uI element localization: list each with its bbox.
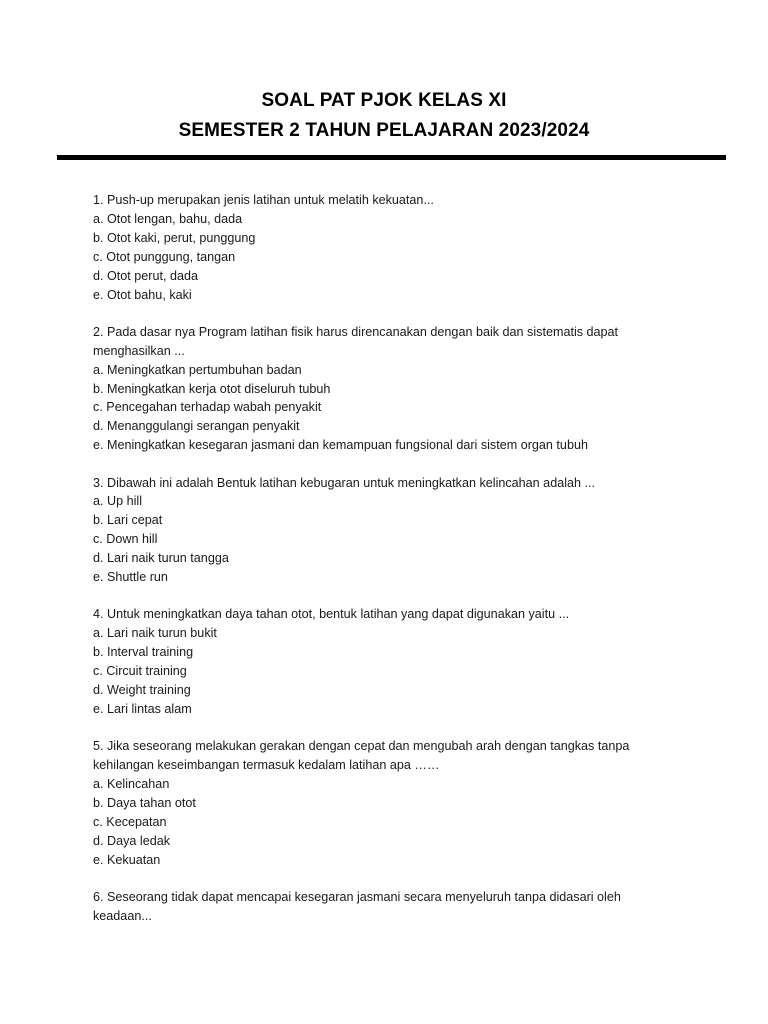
question-text: 1. Push-up merupakan jenis latihan untuk melatih kekuatan... (93, 193, 434, 207)
answer-option: c. Down hill (93, 532, 158, 547)
question-item (93, 323, 653, 455)
answer-option: b. Interval training (93, 645, 194, 660)
answer-option: e. Kekuatan (93, 852, 161, 867)
answer-option: c. Kecepatan (93, 814, 167, 829)
answer-option: a. Meningkatkan pertumbuhan badan (93, 362, 302, 377)
question-text: 3. Dibawah ini adalah Bentuk latihan kebugaran untuk meningkatkan kelincahan adalah ... (93, 475, 595, 490)
answer-option: d. Daya ledak (93, 833, 171, 848)
answer-option: e. Shuttle run (93, 570, 168, 585)
question-item (93, 474, 653, 587)
answer-option: a. Lari naik turun bukit (93, 626, 217, 641)
document-subtitle: SEMESTER 2 TAHUN PELAJARAN 2023/2024 (178, 120, 590, 141)
question-list (93, 191, 653, 944)
answer-option: a. Kelincahan (93, 777, 170, 792)
document-title: SOAL PAT PJOK KELAS XI (261, 90, 507, 111)
answer-option: d. Weight training (93, 683, 191, 698)
answer-option: a. Up hill (93, 494, 142, 509)
answer-option: d. Otot perut, dada (93, 268, 199, 283)
answer-option: c. Pencegahan terhadap wabah penyakit (93, 400, 322, 415)
header-divider (57, 155, 726, 160)
question-item (93, 605, 653, 718)
answer-option: d. Menanggulangi serangan penyakit (93, 419, 300, 434)
question-text: 2. Pada dasar nya Program latihan fisik harus direncanakan dengan baik dan sistematis dapat menghasilkan ... (93, 324, 619, 358)
question-text: 4. Untuk meningkatkan daya tahan otot, bentuk latihan yang dapat digunakan yaitu ... (93, 607, 570, 622)
answer-option: a. Otot lengan, bahu, dada (93, 211, 243, 226)
answer-option: c. Circuit training (93, 664, 187, 679)
question-item (93, 888, 653, 926)
answer-option: c. Otot punggung, tangan (93, 249, 236, 264)
answer-option: b. Lari cepat (93, 513, 163, 528)
question-item (93, 737, 653, 869)
answer-option: e. Meningkatkan kesegaran jasmani dan kemampuan fungsional dari sistem organ tubuh (93, 438, 588, 453)
question-text: 6. Seseorang tidak dapat mencapai kesegaran jasmani secara menyeluruh tanpa didasari oleh keadaan... (93, 889, 621, 923)
answer-option: e. Otot bahu, kaki (93, 287, 192, 302)
answer-option: e. Lari lintas alam (93, 701, 192, 716)
question-text: 5. Jika seseorang melakukan gerakan dengan cepat dan mengubah arah dengan tangkas tanpa kehilangan keseimbangan termasuk kedalam latihan apa …… (93, 739, 630, 773)
question-item (93, 191, 653, 304)
answer-option: b. Otot kaki, perut, punggung (93, 230, 256, 245)
answer-option: b. Meningkatkan kerja otot diseluruh tubuh (93, 381, 331, 396)
answer-option: b. Daya tahan otot (93, 795, 196, 810)
answer-option: d. Lari naik turun tangga (93, 551, 229, 566)
